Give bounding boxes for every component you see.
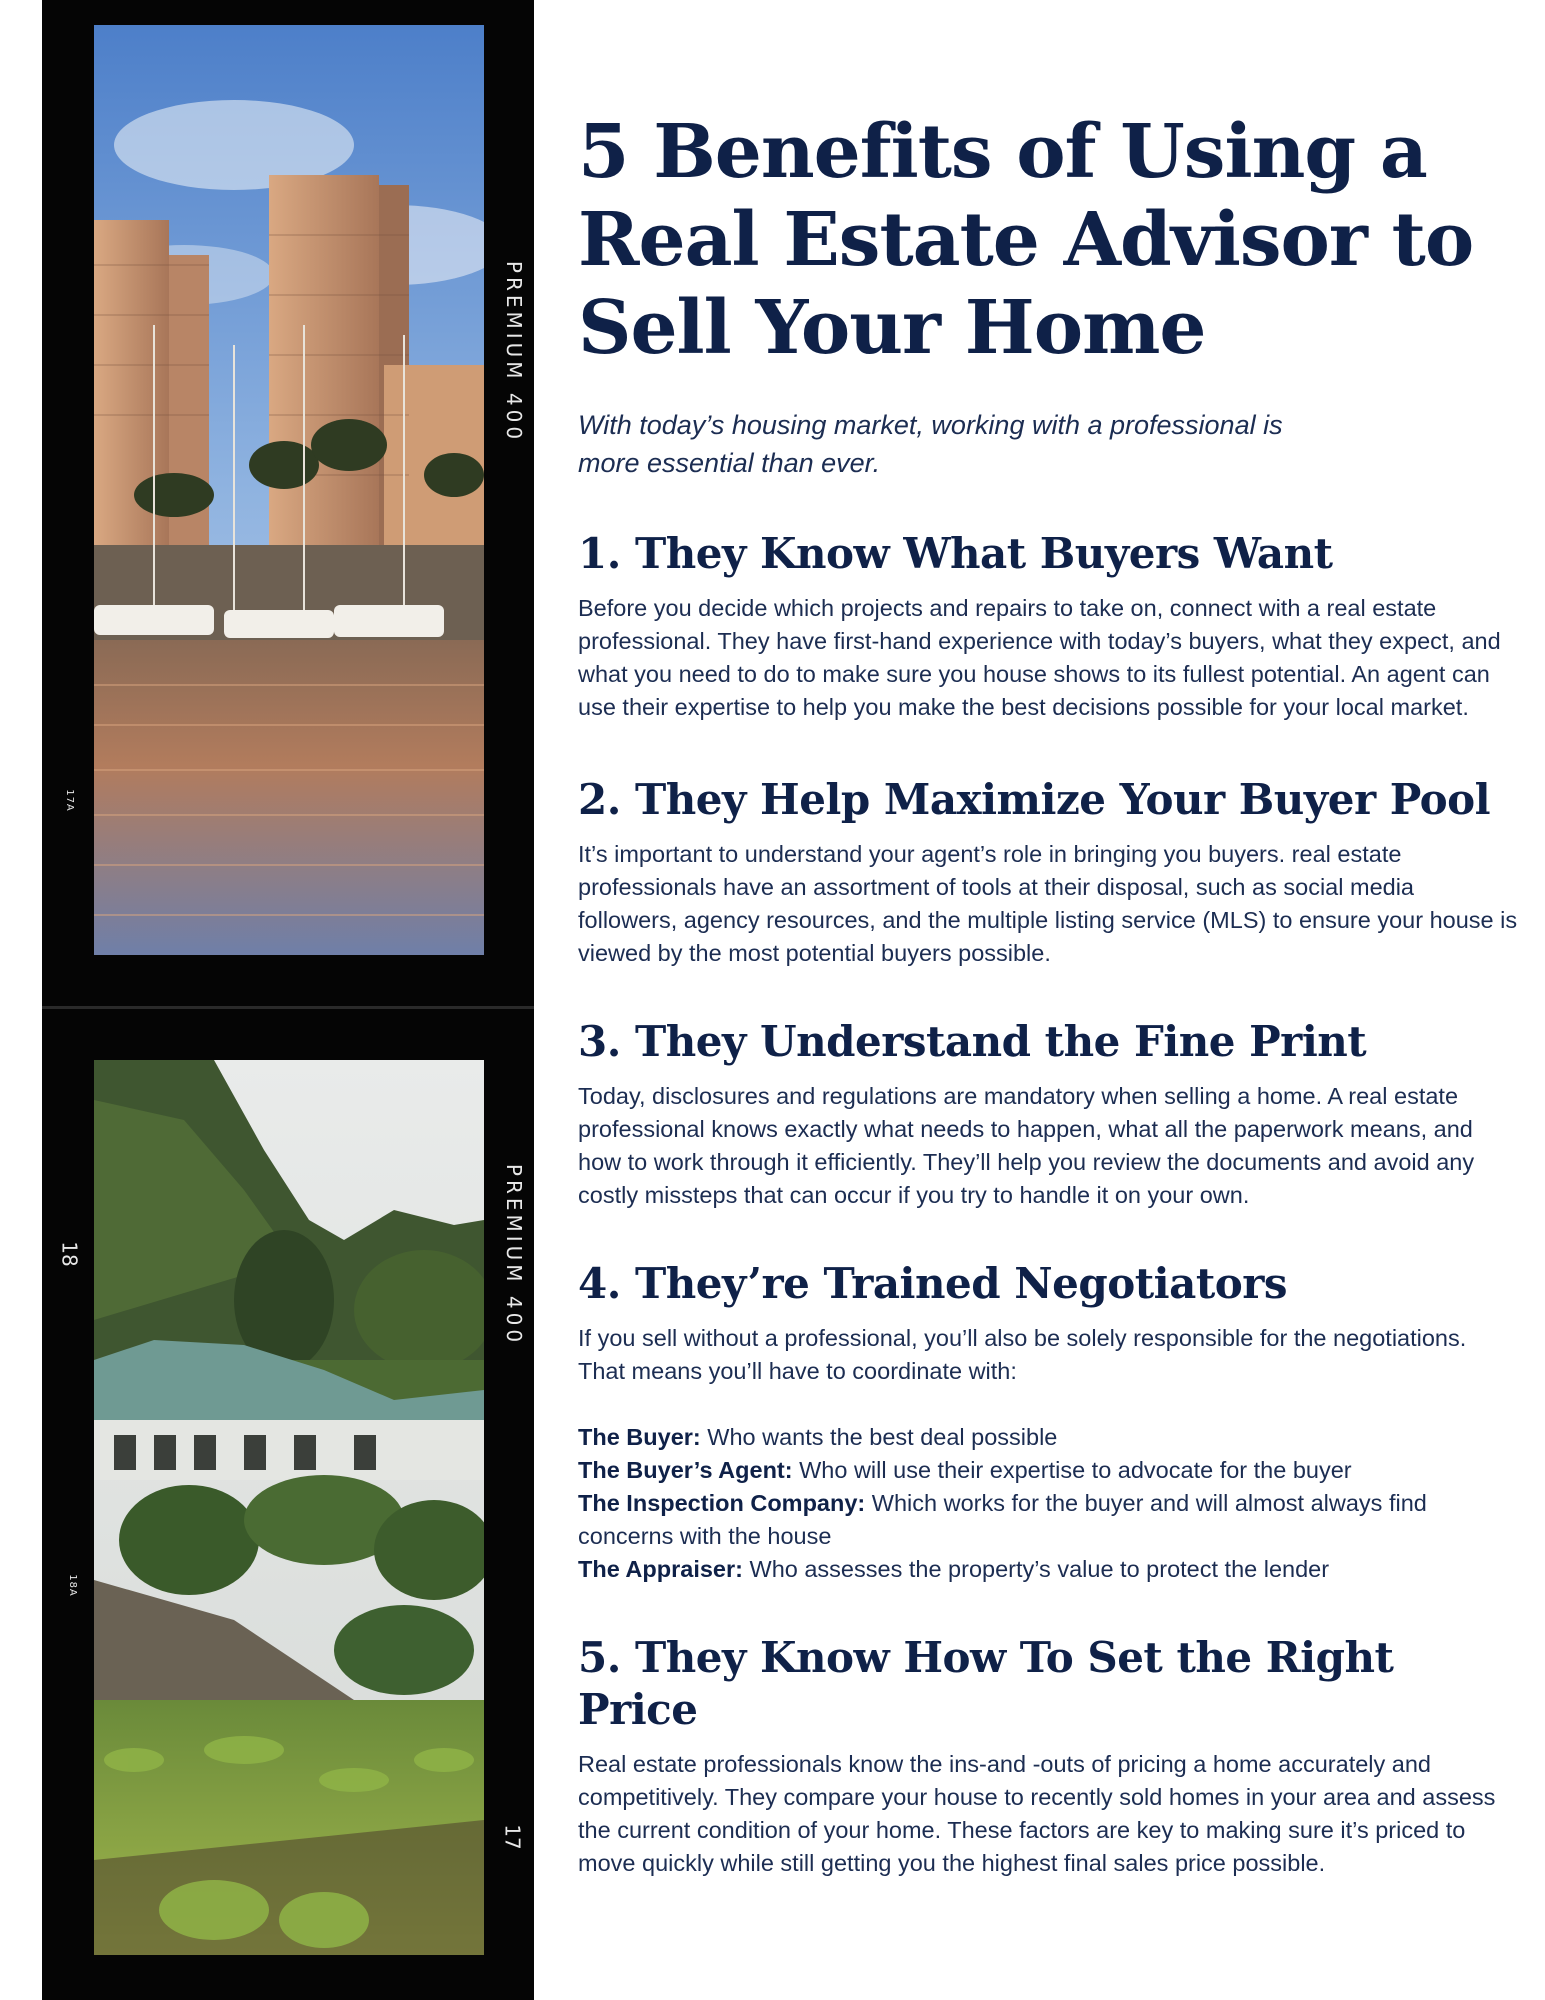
- party-description: Which works for the buyer and will almost always find concerns with the house: [578, 1490, 1427, 1549]
- section-heading: 2. They Help Maximize Your Buyer Pool: [578, 775, 1491, 824]
- section-body: If you sell without a professional, you’ll also be solely responsible for the negotiations. That means you’ll have to coordinate with:: [578, 1325, 1467, 1384]
- subtitle: With today’s housing market, working with a professional is more essential than ever.: [578, 410, 1283, 478]
- section-heading: 1. They Know What Buyers Want: [578, 529, 1333, 578]
- article: [578, 108, 1518, 1880]
- film-brand-label: PREMIUM 400: [502, 260, 527, 444]
- film-edge-number: 17: [500, 1824, 525, 1850]
- section-5: [578, 1632, 1518, 1880]
- section-2: [578, 774, 1518, 970]
- party-description: Who wants the best deal possible: [700, 1424, 1058, 1450]
- party-label: The Inspection Company:: [578, 1490, 866, 1516]
- party-description: Who will use their expertise to advocate for the buyer: [792, 1457, 1352, 1483]
- section-heading: 3. They Understand the Fine Print: [578, 1017, 1367, 1066]
- list-item: [578, 1454, 1518, 1487]
- section-heading: 4. They’re Trained Negotiators: [578, 1259, 1288, 1308]
- party-description: Who assesses the property’s value to protect the lender: [742, 1556, 1330, 1582]
- section-3: [578, 1016, 1518, 1212]
- party-label: The Buyer:: [578, 1424, 701, 1450]
- party-label: The Appraiser:: [578, 1556, 743, 1582]
- house-photo: [94, 1060, 484, 1955]
- section-heading: 5. They Know How To Set the Right Price: [578, 1633, 1394, 1734]
- film-edge-number: 18: [57, 1241, 82, 1267]
- film-edge-number: 17A: [63, 789, 75, 812]
- film-brand-label: PREMIUM 400: [502, 1163, 527, 1347]
- list-item: [578, 1553, 1518, 1586]
- section-body: Real estate professionals know the ins-and -outs of pricing a home accurately and competitively. They compare your house to recently sold homes in your area and assess the current condition of your home. These factors are key to making sure it’s priced to move quickly while still getting you the highest final sales price possible.: [578, 1751, 1496, 1876]
- section-4: [578, 1258, 1518, 1586]
- section-body: Before you decide which projects and repairs to take on, connect with a real estate professional. They have first-hand experience with today’s buyers, what they expect, and what you need to do to make sure you house shows to its fullest potential. An agent can use their expertise to help you make the best decisions possible for your local market.: [578, 595, 1501, 720]
- film-frame-divider: [42, 1006, 534, 1009]
- section-1: [578, 528, 1518, 724]
- list-item: [578, 1487, 1518, 1553]
- negotiation-party-list: [578, 1421, 1518, 1586]
- film-edge-number: 18A: [66, 1574, 78, 1597]
- section-body: It’s important to understand your agent’s role in bringing you buyers. real estate professionals have an assortment of tools at their disposal, such as social media followers, agency resources, and the multiple listing service (MLS) to ensure your house is viewed by the most potential buyers possible.: [578, 841, 1518, 966]
- harbor-photo: [94, 25, 484, 955]
- section-body: Today, disclosures and regulations are mandatory when selling a home. A real estate professional knows exactly what needs to happen, what all the paperwork means, and how to work through it efficiently. They’ll help you review the documents and avoid any costly missteps that can occur if you try to handle it on your own.: [578, 1083, 1475, 1208]
- party-label: The Buyer’s Agent:: [578, 1457, 793, 1483]
- list-item: [578, 1421, 1518, 1454]
- page-title: 5 Benefits of Using a Real Estate Advisor to Sell Your Home: [578, 109, 1474, 371]
